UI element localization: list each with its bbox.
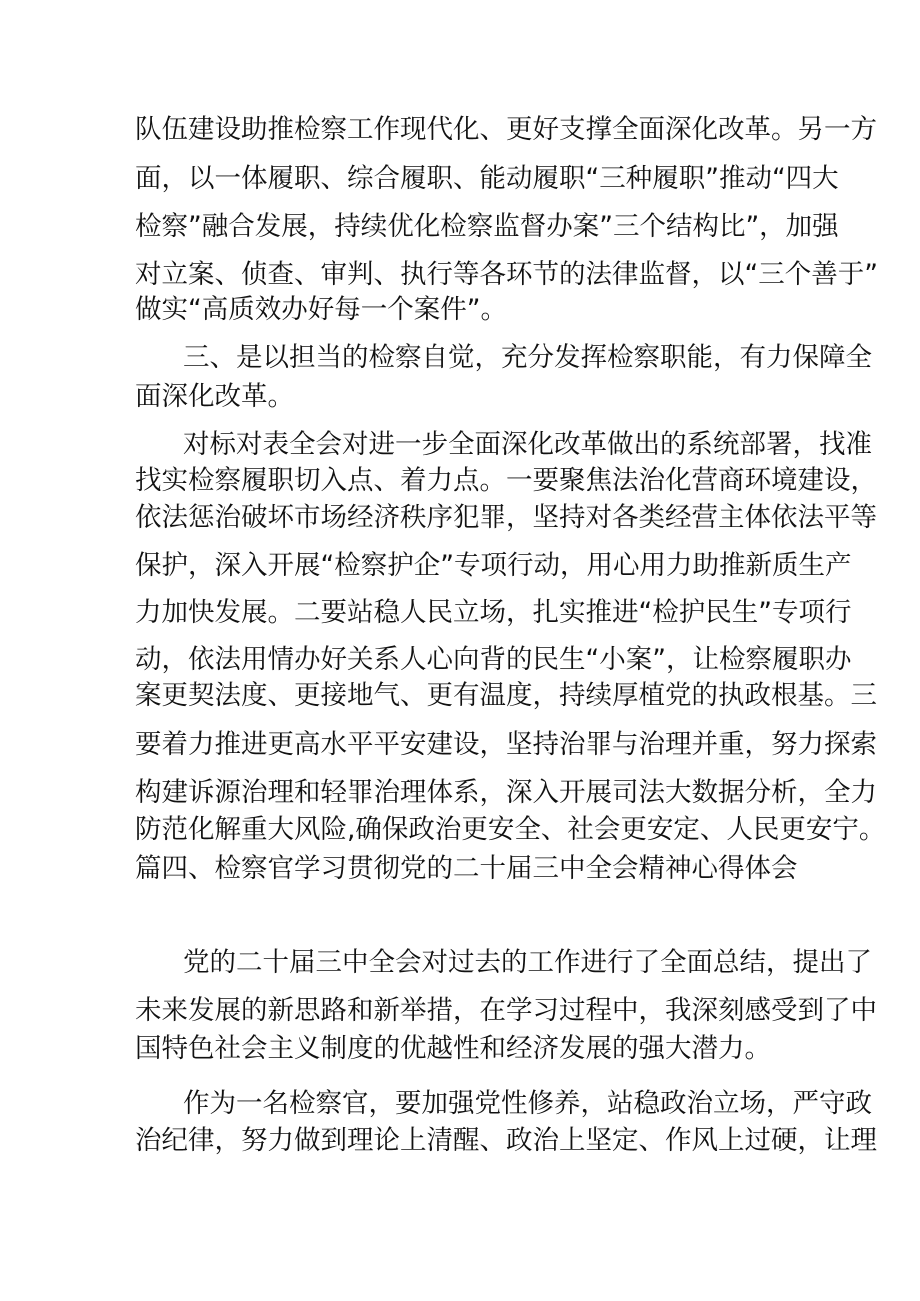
section-heading-line: 面深化改革。 <box>135 381 294 412</box>
text-line: 面，以一体履职、综合履职、能动履职“三种履职”推动“四大 <box>135 163 839 194</box>
text-line: 案更契法度、更接地气、更有温度，持续厚植党的执政根基。三 <box>135 680 877 711</box>
paragraph-first-line: 作为一名检察官，要加强党性修养，站稳政治立场，严守政 <box>183 1088 872 1119</box>
text-line: 队伍建设助推检察工作现代化、更好支撑全面深化改革。另一方 <box>135 114 877 145</box>
paragraph-first-line: 对标对表全会对进一步全面深化改革做出的系统部署，找准 <box>183 429 872 460</box>
text-line: 保护，深入开展“检察护企”专项行动，用心用力助推新质生产 <box>135 550 852 581</box>
text-line: 检察”融合发展，持续优化检察监督办案”三个结构比”，加强 <box>135 211 839 242</box>
text-line: 依法惩治破坏市场经济秩序犯罪，坚持对各类经营主体依法平等 <box>135 502 877 533</box>
text-line: 未来发展的新思路和新举措，在学习过程中，我深刻感受到了中 <box>135 995 877 1026</box>
text-line: 动，依法用情办好关系人心向背的民生“小案”，让检察履职办 <box>135 644 852 675</box>
text-line: 对立案、侦查、审判、执行等各环节的法律监督，以“三个善于” <box>135 259 878 290</box>
section-heading-line: 三、是以担当的检察自觉，充分发挥检察职能，有力保障全 <box>183 342 872 373</box>
article-heading: 篇四、检察官学习贯彻党的二十届三中全会精神心得体会 <box>135 853 798 884</box>
text-line: 构建诉源治理和轻罪治理体系，深入开展司法大数据分析，全力 <box>135 777 877 808</box>
text-line: 国特色社会主义制度的优越性和经济发展的强大潜力。 <box>135 1033 771 1064</box>
text-line: 做实“高质效办好每一个案件”。 <box>135 294 507 325</box>
text-line: 找实检察履职切入点、着力点。一要聚焦法治化营商环境建设， <box>135 465 877 496</box>
text-line: 要着力推进更高水平平安建设，坚持治罪与治理并重，努力探索 <box>135 729 877 760</box>
text-line: 力加快发展。二要站稳人民立场，扎实推进“检护民生”专项行 <box>135 597 852 628</box>
text-line: 治纪律，努力做到理论上清醒、政治上坚定、作风上过硬，让理 <box>135 1125 877 1156</box>
text-line: 防范化解重大风险,确保政治更安全、社会更安定、人民更安宁。 <box>135 814 886 845</box>
paragraph-first-line: 党的二十届三中全会对过去的工作进行了全面总结，提出了 <box>183 947 872 978</box>
